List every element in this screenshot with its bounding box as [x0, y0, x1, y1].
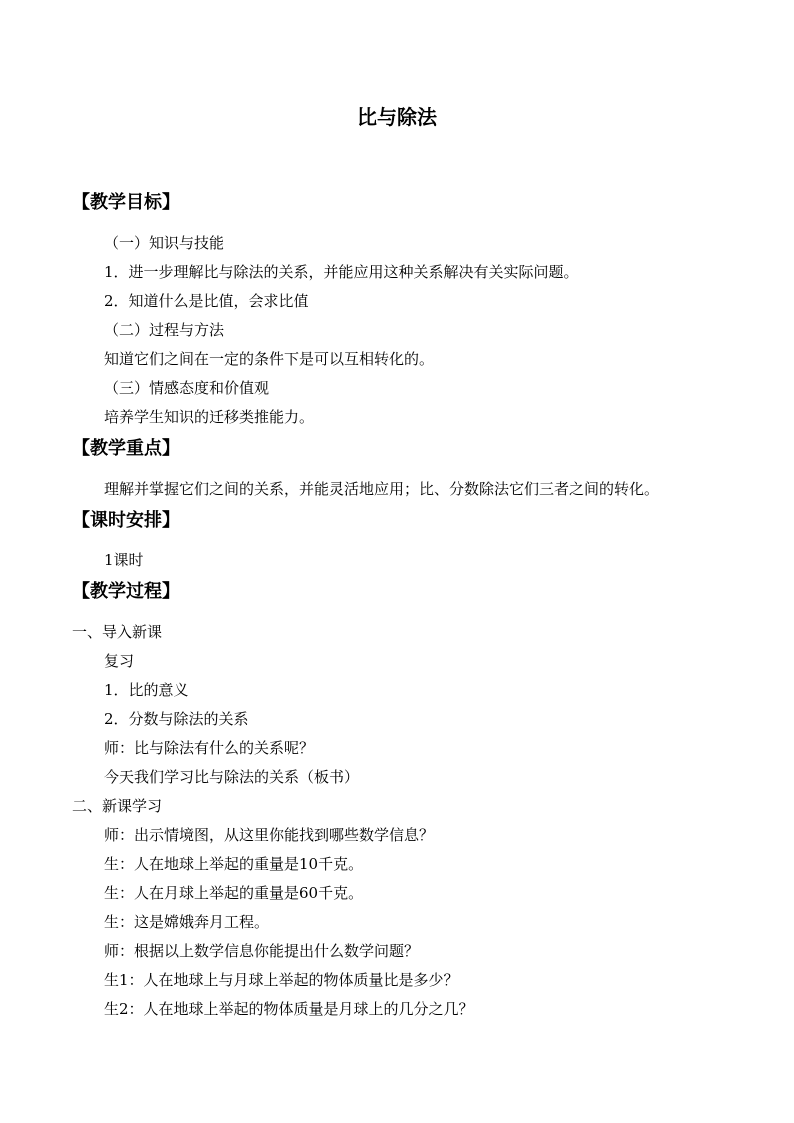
- process-line-11: 生：这是嫦娥奔月工程。: [104, 913, 270, 931]
- process-line-6: 今天我们学习比与除法的关系（板书）: [104, 768, 360, 786]
- heading-teaching-goals: 【教学目标】: [72, 192, 180, 213]
- heading-teaching-process: 【教学过程】: [72, 581, 180, 602]
- goal-line-6: （三）情感态度和价值观: [104, 379, 270, 397]
- goal-line-2: 1．进一步理解比与除法的关系，并能应用这种关系解决有关实际问题。: [104, 263, 579, 281]
- process-line-3: 1．比的意义: [104, 681, 189, 699]
- process-line-4: 2．分数与除法的关系: [104, 710, 249, 728]
- process-line-1: 一、导入新课: [72, 623, 163, 641]
- process-line-7: 二、新课学习: [72, 797, 163, 815]
- process-line-9: 生：人在地球上举起的重量是10千克。: [104, 855, 364, 873]
- focus-line-1: 理解并掌握它们之间的关系，并能灵活地应用；比、分数除法它们三者之间的转化。: [104, 480, 660, 498]
- process-line-10: 生：人在月球上举起的重量是60千克。: [104, 884, 364, 902]
- heading-teaching-focus: 【教学重点】: [72, 438, 180, 459]
- schedule-line-1: 1课时: [104, 551, 144, 569]
- heading-schedule: 【课时安排】: [72, 510, 180, 531]
- process-line-2: 复习: [104, 652, 135, 670]
- process-line-13: 生1：人在地球上与月球上举起的物体质量比是多少？: [104, 971, 459, 989]
- process-line-12: 师：根据以上数学信息你能提出什么数学问题？: [104, 942, 420, 960]
- goal-line-1: （一）知识与技能: [104, 234, 225, 252]
- goal-line-7: 培养学生知识的迁移类推能力。: [104, 408, 315, 426]
- goal-line-3: 2．知道什么是比值，会求比值: [104, 292, 309, 310]
- process-line-14: 生2：人在地球上举起的物体质量是月球上的几分之几？: [104, 1000, 474, 1018]
- process-line-8: 师：出示情境图，从这里你能找到哪些数学信息？: [104, 826, 435, 844]
- document-title: 比与除法: [357, 105, 437, 129]
- goal-line-4: （二）过程与方法: [104, 321, 225, 339]
- goal-line-5: 知道它们之间在一定的条件下是可以互相转化的。: [104, 350, 435, 368]
- process-line-5: 师：比与除法有什么的关系呢？: [104, 739, 315, 757]
